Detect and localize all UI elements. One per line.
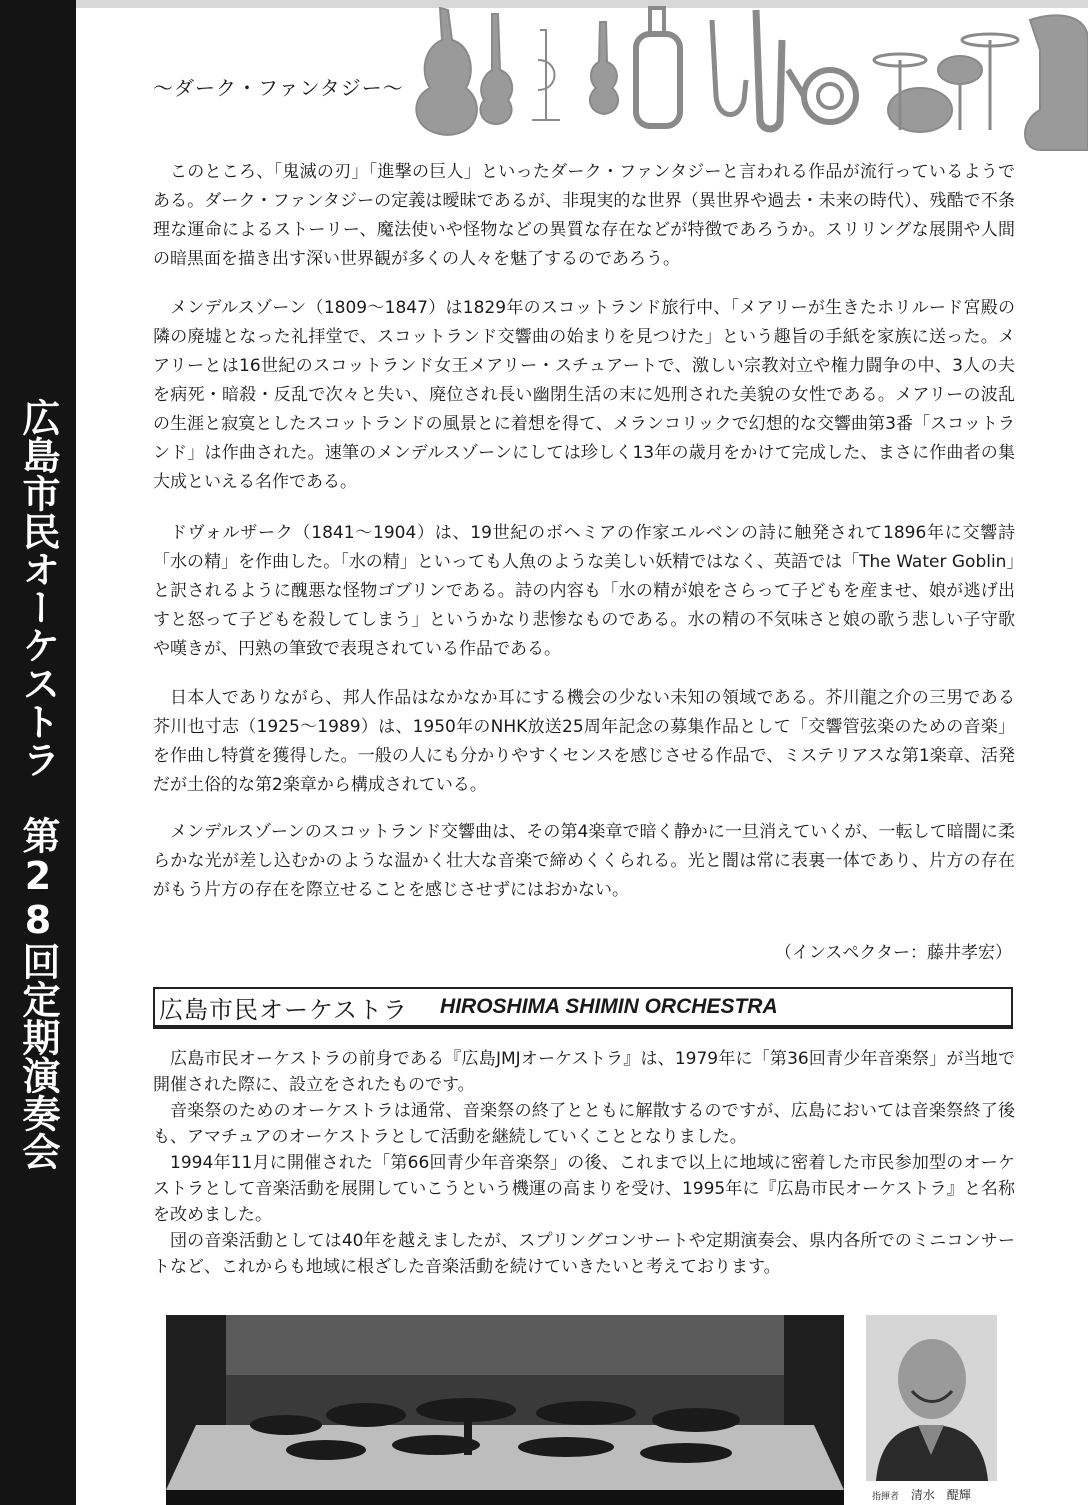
conductor-caption [872, 1486, 971, 1503]
tuba-icon [1025, 15, 1088, 150]
essay-paragraph: このところ、「鬼滅の刃」「進撃の巨人」といったダーク・ファンタジーと言われる作品が流行っているようである。ダーク・ファンタジーの定義は曖昧であるが、非現実的な世界（異世界や過去・未来の時代）、残酷で不条理な運命によるストーリー、魔法使いや怪物などの異質な存在などが特徴であろうか。スリリングな展開や人間の暗黒面を描き出す深い世界観が多くの人々を魅了するのであろう。 [153, 162, 1015, 269]
orchestra-description [153, 1046, 1015, 1280]
saxophone-icon [712, 20, 746, 115]
orchestra-title-box [153, 987, 1013, 1029]
conductor-name: 清水 醍輝 [910, 1488, 971, 1502]
spine-bar [0, 0, 76, 1505]
conductor-role: 指揮者 [872, 1492, 900, 1502]
orchestra-paragraph: 団の音楽活動としては40年を越えましたが、スプリングコンサートや定期演奏会、県内各所でのミニコンサートなど、これからも地域に根ざした音楽活動を続けていきたいと考えております。 [153, 1231, 1015, 1277]
guitar-icon [480, 14, 512, 124]
trumpet-icon [532, 30, 560, 120]
instruments-illustration [400, 0, 1088, 160]
essay-paragraph: メンデルスゾーンのスコットランド交響曲は、その第4楽章で暗く静かに一旦消えていくが、一転して暗闇に柔らかな光が差し込むかのような温かく壮大な音楽で締めくくられる。光と闇は常に表裏一体であり、片方の存在がもう片方の存在を際立せることを感じさせずにはおかない。 [153, 822, 1015, 900]
spine-title: 広島市民オーケストラ 第28回定期演奏会 [16, 398, 60, 1170]
essay-paragraph: 日本人でありながら、邦人作品はなかなか耳にする機会の少ない未知の領域である。芥川龍之介の三男である芥川也寸志（1925～1989）は、1950年のNHK放送25周年記念の募集作品として「交響管弦楽のための音楽」を作曲し特賞を獲得した。一般の人にも分かりやすくセンスを感じさせる作品で、ミステリアスな第1楽章、活発だが土俗的な第2楽章から構成されている。 [153, 688, 1015, 795]
orchestra-paragraph: 1994年11月に開催された「第66回青少年音楽祭」の後、これまで以上に地域に密着した市民参加型のオーケストラとして音楽活動を展開していこうという機運の高まりを受け、1995年に『広島市民オーケストラ』と名称を改めました。 [153, 1153, 1015, 1225]
essay-signature: （インスペクター：藤井孝宏） [774, 943, 1012, 963]
conductor-photo [866, 1315, 997, 1481]
orchestra-paragraph: 音楽祭のためのオーケストラは通常、音楽祭の終了とともに解散するのですが、広島においては音楽祭終了後も、アマチュアのオーケストラとして活動を継続していくこととなりました。 [153, 1101, 1015, 1147]
euphonium-icon [636, 34, 680, 126]
orchestra-paragraph: 広島市民オーケストラの前身である『広島JMJオーケストラ』は、1979年に「第36回青少年音楽祭」が当地で開催された際に、設立をされたものです。 [153, 1049, 1015, 1095]
essay-paragraph: メンデルスゾーン（1809～1847）は1829年のスコットランド旅行中、「メアリーが生きたホリルード宮殿の隣の廃墟となった礼拝堂で、スコットランド交響曲の始まりを見つけた」という趣旨の手紙を家族に送った。メアリーとは16世紀のスコットランド女王メアリー・スチュアートで、激しい宗教対立や権力闘争の中、3人の夫を病死・暗殺・反乱で次々と失い、廃位され長い幽閉生活の末に処刑された美貌の女性である。メアリーの波乱の生涯と寂寞としたスコットランドの風景とに着想を得て、メランコリックで幻想的な交響曲第3番「スコットランド」は作曲された。速筆のメンデルスゾーンにしては珍しく13年の歳月をかけて完成した、まさに作曲者の集大成といえる名作である。 [153, 298, 1015, 492]
orchestra-title-en: HIROSHIMA SHIMIN ORCHESTRA [440, 995, 778, 1018]
orchestra-photo [166, 1315, 844, 1505]
violin-icon [590, 22, 618, 114]
essay-paragraph: ドヴォルザーク（1841～1904）は、19世紀のボヘミアの作家エルベンの詩に触発されて1896年に交響詩「水の精」を作曲した。「水の精」といっても人魚のような美しい妖精ではなく、英語では「The Water Goblin」と訳されるように醜悪な怪物ゴブリンである。詩の内容も「水の精が娘をさらって子どもを産ませ、娘が逃げ出すと怒って子どもを殺してしまう」というかなり悲惨なものである。水の精の不気味さと娘の歌う悲しい子守歌や嘆きが、円熟の筆致で表現されている作品である。 [153, 523, 1015, 659]
drum-kit-icon [888, 88, 952, 132]
essay-heading: ～ダーク・ファンタジー～ [153, 76, 404, 100]
french-horn-icon [804, 70, 856, 122]
double-bass-icon [416, 8, 476, 135]
orchestra-title-ja: 広島市民オーケストラ [159, 995, 409, 1024]
